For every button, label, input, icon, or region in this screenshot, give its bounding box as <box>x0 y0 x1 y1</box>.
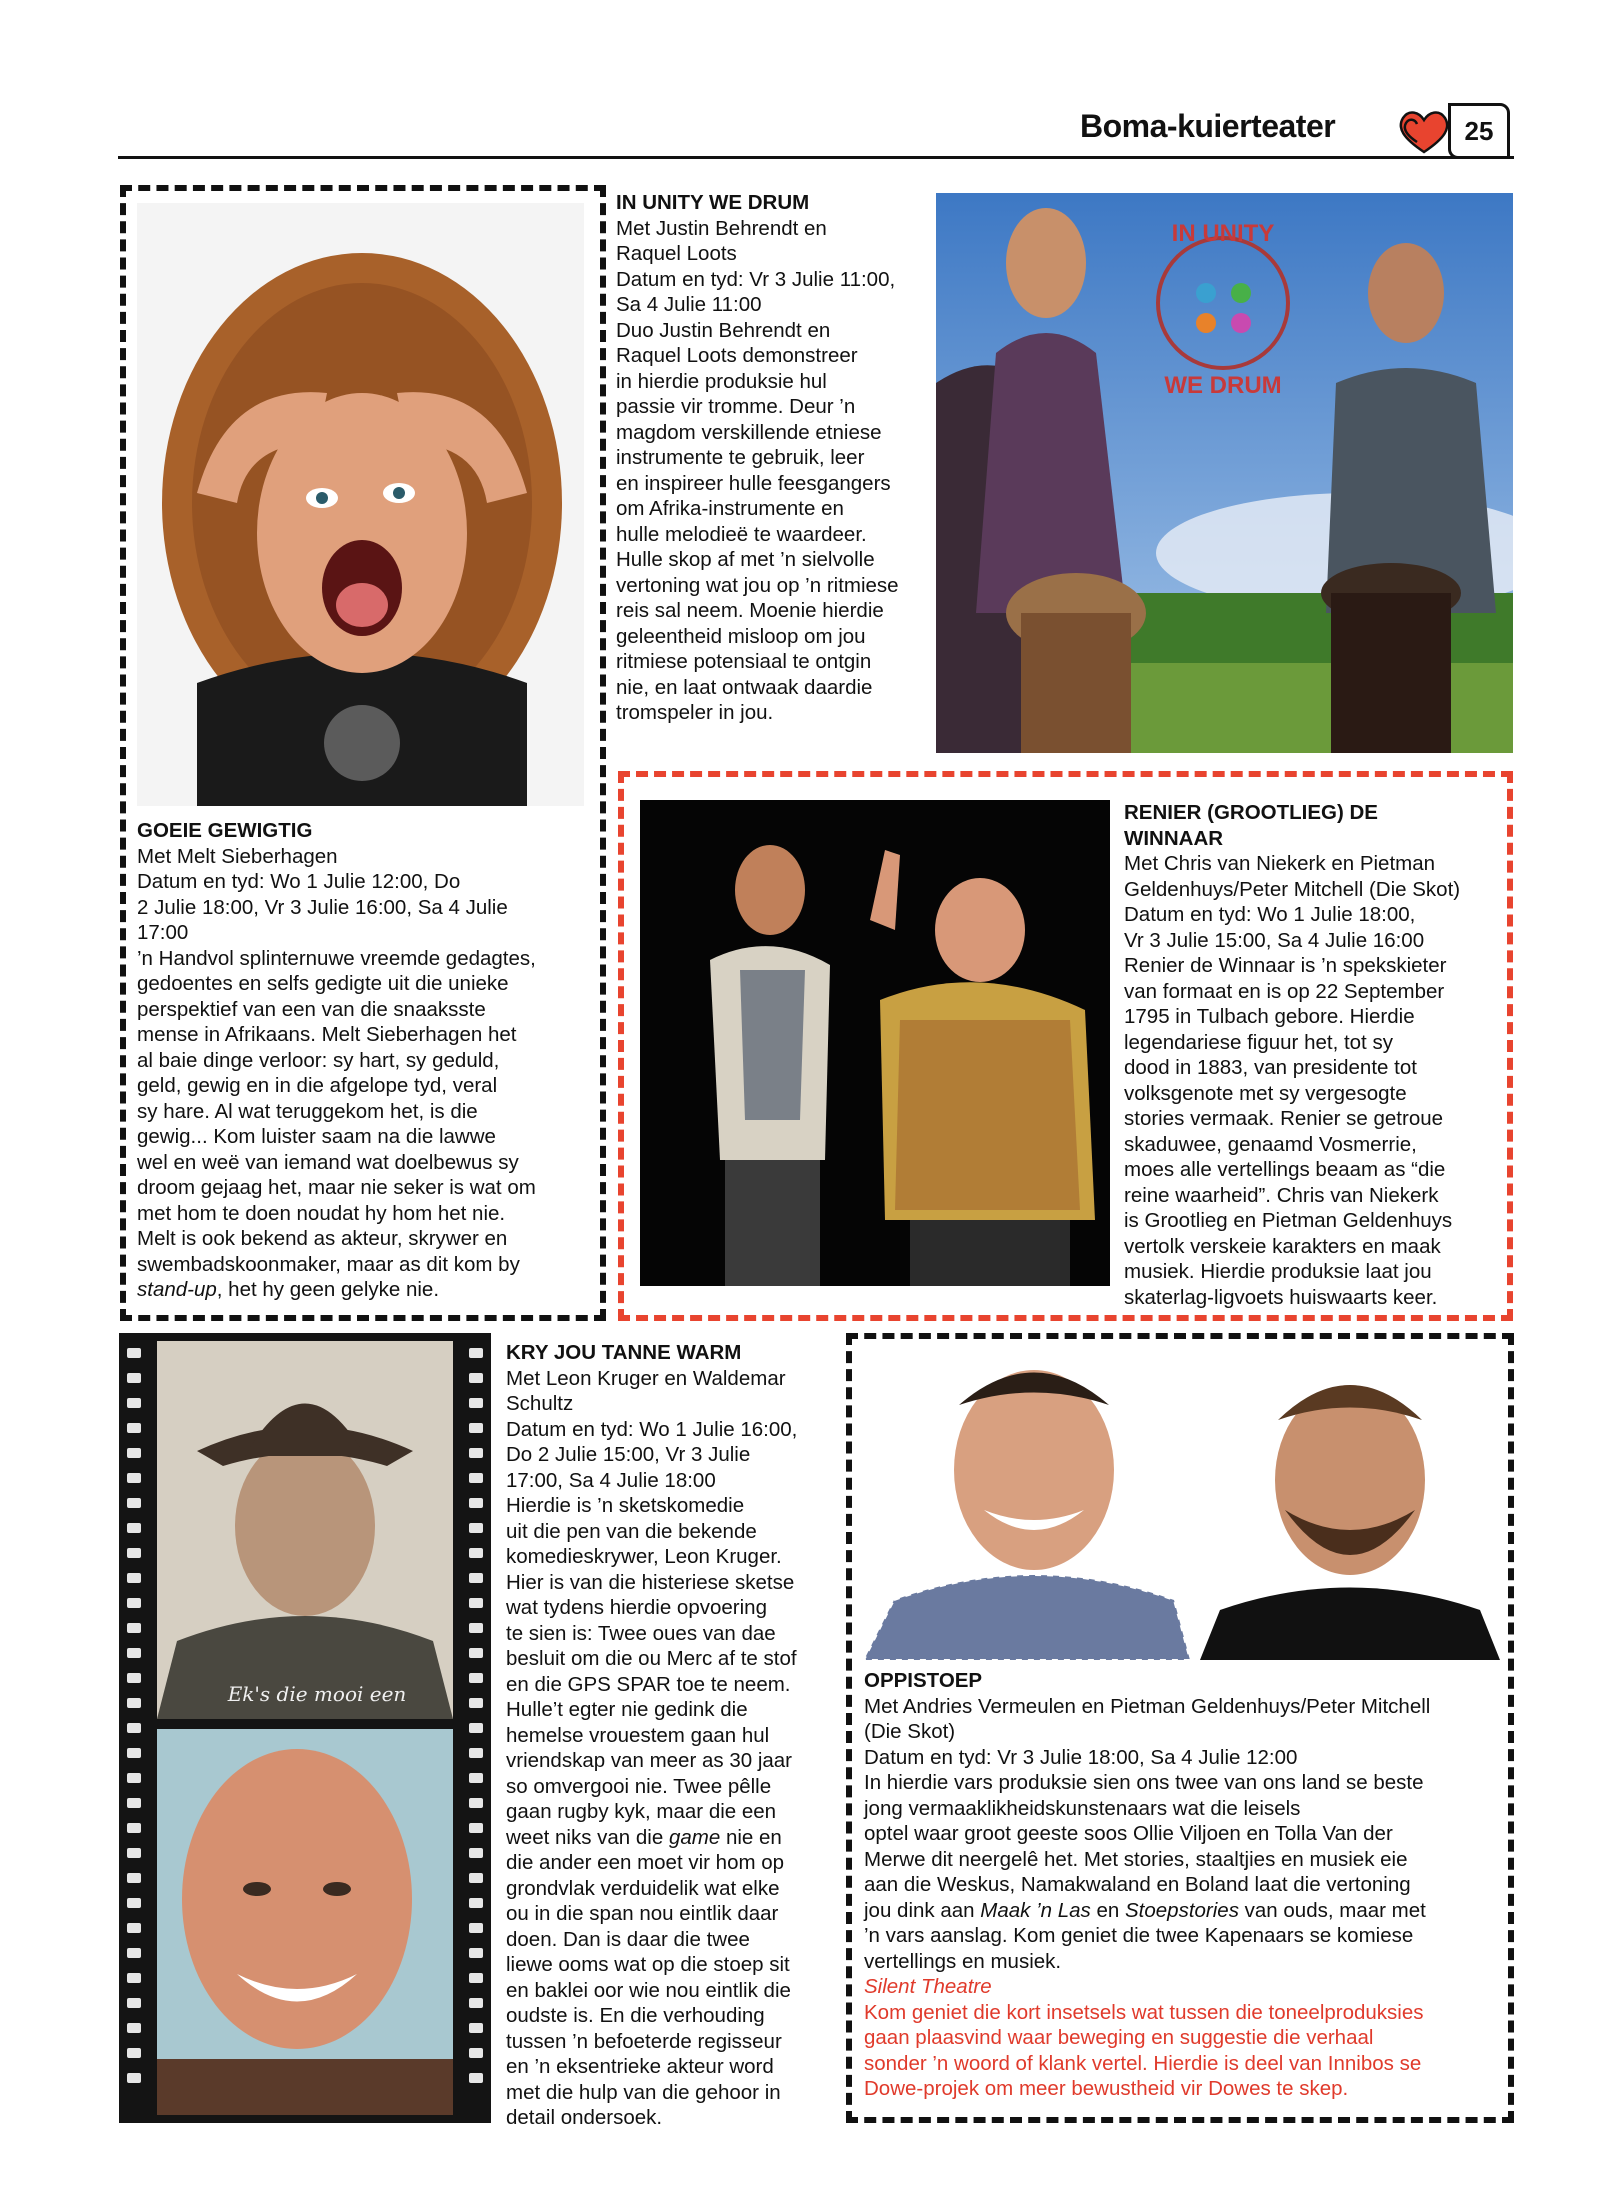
waldemar-schultz-photo <box>157 1729 453 2115</box>
goeie-gewigtig-dates: Datum en tyd: Wo 1 Julie 12:00, Do 2 Julie 18:00, Vr 3 Julie 16:00, Sa 4 Julie 17:00 <box>137 870 508 944</box>
renier-dates: Datum en tyd: Wo 1 Julie 18:00, Vr 3 Julie 15:00, Sa 4 Julie 16:00 <box>1124 903 1425 952</box>
oppistoep-credits: Met Andries Vermeulen en Pietman Geldenhuys/Peter Mitchell (Die Skot) <box>864 1694 1431 1743</box>
film-holes-right <box>465 1333 487 2123</box>
smiling-bald-man-image <box>157 1729 453 2115</box>
goeie-gewigtig-title: GOEIE GEWIGTIG <box>137 819 313 842</box>
in-unity-photo <box>936 193 1513 753</box>
in-unity-text <box>616 190 936 726</box>
bearded-man-image <box>1200 1350 1500 1660</box>
melt-sieberhagen-photo <box>137 203 584 806</box>
header-rule <box>118 156 1514 159</box>
renier-photo <box>640 800 1110 1286</box>
tanne-credits: Met Leon Kruger en Waldemar Schultz <box>506 1366 786 1415</box>
silent-theatre-body: Kom geniet die kort insetsels wat tussen die toneelproduksies gaan plaasvind waar beweging en suggestie die verhaal sonder ’n woord of klank vertel. Hierdie is deel van Innibos se Dowe-projek om meer bewustheid vir Dowes te skep. <box>864 2000 1424 2100</box>
in-unity-title: IN UNITY WE DRUM <box>616 191 810 214</box>
goeie-gewigtig-credits: Met Melt Sieberhagen <box>137 844 338 868</box>
silent-theatre-title: Silent Theatre <box>864 1975 992 1998</box>
tanne-filmstrip <box>119 1333 491 2123</box>
screaming-man-image <box>137 203 584 806</box>
oppistoep-text <box>864 1668 1504 2102</box>
tanne-body-cont: nie en die ander een moet vir hom op grondvlak verduidelik wat elke ou in die span nou eintlik daar doen. Dan is daar die twee liewe ooms wat op die stoep sit en baklei oor wie nou eintlik die oudste is. En die verhouding tussen ’n befoeterde regisseur en ’n eksentrieke akteur word met die hulp van die gehoor in detail ondersoek. <box>506 1825 791 2129</box>
tanne-title: KRY JOU TANNE WARM <box>506 1341 742 1364</box>
oppistoep-dates: Datum en tyd: Vr 3 Julie 18:00, Sa 4 Julie 12:00 <box>864 1745 1298 1769</box>
stand-up-italic: stand-up <box>137 1278 217 1301</box>
film-holes-left <box>123 1333 145 2123</box>
renier-body: Renier de Winnaar is ’n spekskieter van formaat en is op 22 September 1795 in Tulbach gebore. Hierdie legendariese figuur het, tot sy dood in 1883, van presidente tot volksgenote met sy vergesogte stories vermaak. Renier se getroue skaduwee, genaamd Vosmerrie, moes alle vertellings beaam as “die reine waarheid”. Chris van Niekerk is Grootlieg en Pietman Geldenhuys vertolk verskeie karakters en maak musiek. Hierdie produksie laat jou skaterlag-ligvoets huiswaarts keer. <box>1124 954 1453 1309</box>
section-title: Boma-kuierteater <box>1080 108 1336 144</box>
oppistoep-body-and: en <box>1090 1898 1125 1922</box>
leon-kruger-photo <box>157 1341 453 1719</box>
laughing-man-image <box>864 1350 1190 1660</box>
game-italic: game <box>668 1825 721 1849</box>
tanne-body: Hierdie is ’n sketskomedie uit die pen van die bekende komedieskrywer, Leon Kruger. Hier is van die histeriese sketse wat tydens hierdie opvoering te sien is: Twee oues van dae besluit om die ou Merc af te stof en die GPS SPAR toe te neem. Hulle’t egter nie gedink die hemelse vrouestem gaan hul vriendskap van meer as 30 jaar so omvergooi nie. Twee pêlle gaan rugby kyk, maar die een weet niks van die <box>506 1494 797 1849</box>
renier-text <box>1124 800 1509 1310</box>
man-in-hat-image <box>157 1341 453 1719</box>
in-unity-dates: Datum en tyd: Vr 3 Julie 11:00, Sa 4 Julie 11:00 <box>616 267 896 316</box>
maak-n-las-italic: Maak ’n Las <box>980 1898 1091 1922</box>
goeie-gewigtig-text <box>137 818 597 1303</box>
oppistoep-body: In hierdie vars produksie sien ons twee van ons land se beste jong vermaaklikheidskunstenaars wat die leisels optel waar groot geeste soos Ollie Viljoen en Tolla Van der Merwe dit neergelê het. Met stories, staaltjies en musiek eie aan die Weskus, Namakwaland en Boland laat die vertoning jou dink aan <box>864 1771 1424 1922</box>
pietman-geldenhuys-photo <box>1200 1350 1500 1660</box>
renier-credits: Met Chris van Niekerk en Pietman Geldenhuys/Peter Mitchell (Die Skot) <box>1124 852 1461 901</box>
goeie-gewigtig-body-end: , het hy geen gelyke nie. <box>216 1278 440 1301</box>
tanne-dates: Datum en tyd: Wo 1 Julie 16:00, Do 2 Julie 15:00, Vr 3 Julie 17:00, Sa 4 Julie 18:00 <box>506 1417 798 1492</box>
logo-top-text: IN UNITY <box>1171 220 1275 247</box>
in-unity-credits: Met Justin Behrendt en Raquel Loots <box>616 216 827 265</box>
shirt-text: Ek's die mooi een <box>227 1682 407 1706</box>
drummers-image <box>936 193 1513 753</box>
page-number: 25 <box>1448 103 1510 159</box>
in-unity-body: Duo Justin Behrendt en Raquel Loots demonstreer in hierdie produksie hul passie vir tromme. Deur ’n magdom verskillende etniese instrumente te gebruik, leer en inspireer hulle feesgangers om Afrika-instrumente en hulle melodieë te waardeer. Hulle skop af met ’n sielvolle vertoning wat jou op ’n ritmiese reis sal neem. Moenie hierdie geleentheid misloop om jou ritmiese potensiaal te ontgin nie, en laat ontwaak daardie tromspeler in jou. <box>616 318 899 724</box>
hearts-icon <box>1395 102 1453 160</box>
oppistoep-body-cont: van ouds, maar met ’n vars aanslag. Kom geniet die twee Kapenaars se komiese vertellings en musiek. <box>864 1898 1426 1973</box>
renier-title: RENIER (GROOTLIEG) DE WINNAAR <box>1124 801 1378 850</box>
stoepstories-italic: Stoepstories <box>1125 1898 1239 1922</box>
actors-on-stage-image <box>640 800 1110 1286</box>
logo-bottom-text: WE DRUM <box>1164 372 1282 399</box>
oppistoep-title: OPPISTOEP <box>864 1669 983 1692</box>
tanne-text <box>506 1340 836 2131</box>
goeie-gewigtig-body: ’n Handvol splinternuwe vreemde gedagtes, gedoentes en selfs gedigte uit die unieke perspektief van een van die snaaksste mense in Afrikaans. Melt Sieberhagen het al baie dinge verloor: sy hart, sy geduld, geld, gewig en in die afgelope tyd, veral sy hare. Al wat teruggekom het, is die gewig... Kom luister saam na die lawwe wel en weë van iemand wat doelbewus sy droom gejaag het, maar nie seker is wat om met hom te doen noudat hy hom het nie. Melt is ook bekend as akteur, skrywer en swembadskoonmaker, maar as dit kom by <box>137 946 536 1276</box>
andries-vermeulen-photo <box>864 1350 1190 1660</box>
